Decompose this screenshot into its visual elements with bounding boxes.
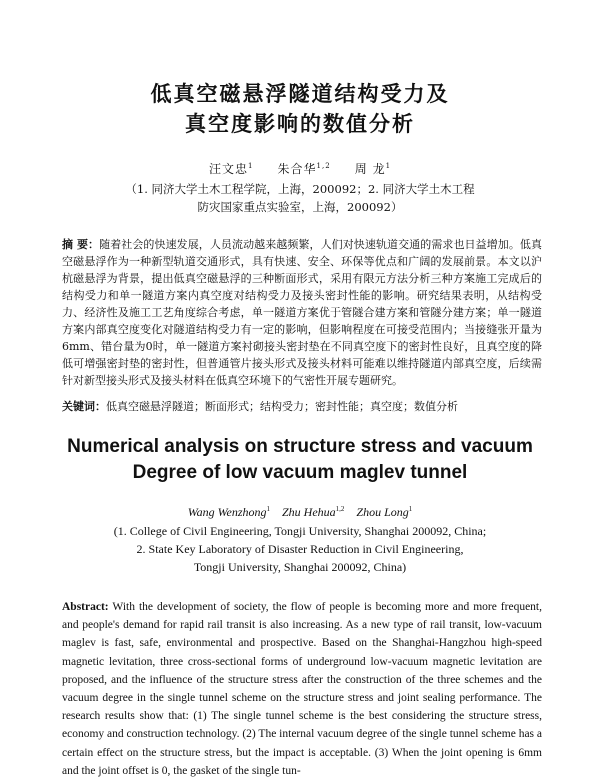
chinese-abstract	[62, 236, 542, 389]
author-name: Zhu Hehua	[282, 505, 336, 519]
chinese-affiliation-line-1: （1. 同济大学土木工程学院，上海，200092；2. 同济大学土木工程	[125, 182, 475, 196]
author-affil-mark: 1	[247, 162, 254, 170]
english-affiliation-line-2: 2. State Key Laboratory of Disaster Reduction in Civil Engineering,	[136, 542, 464, 556]
chinese-keywords	[62, 398, 542, 415]
author-name: 周 龙	[354, 162, 386, 176]
english-abstract-text: With the development of society, the flow of people is becoming more and more frequent, and people's demand for rapid rail transit is also increasing. As a new type of rail transit, low-vacuum maglev is fast, safe, environmental and prospective. Based on the Shanghai-Hangzhou high-speed magnetic levitation, three cross-sectional forms of underground low-vacuum magnetic levitation are proposed, and the influence of the structure stress after the construction of the three schemes and the vacuum degree in the single tunnel scheme on the structure stress and joint sealing performance. The research results show that: (1) The single tunnel scheme is the best considering the structure stress, economy and construction technology. (2) The internal vacuum degree of the single tunnel scheme has a certain effect on the structure stress, but the impact is acceptable. (3) When the joint opening is 6mm and the joint offset is 0, the gasket of the single tun-	[62, 601, 542, 777]
author-name: 汪文忠	[208, 162, 248, 176]
author-name: Wang Wenzhong	[187, 505, 267, 519]
english-affiliation-line-3: Tongji University, Shanghai 200092, China)	[193, 560, 407, 574]
chinese-title-line-2: 真空度影响的数值分析	[185, 112, 415, 136]
author-affil-mark: 1,2	[335, 505, 345, 513]
chinese-keywords-text: 低真空磁悬浮隧道；断面形式；结构受力；密封性能；真空度；数值分析	[106, 400, 458, 413]
chinese-abstract-label: 摘 要：	[62, 238, 100, 251]
english-abstract	[62, 598, 542, 780]
english-title-line-2: Degree of low vacuum maglev tunnel	[132, 462, 468, 483]
chinese-abstract-text: 随着社会的快速发展，人员流动越来越频繁，人们对快速轨道交通的需求也日益增加。低真空磁悬浮作为一种新型轨道交通形式，具有快速、安全、环保等优点和广阔的发展前景。本文以沪杭磁悬浮为背景，提出低真空磁悬浮的三种断面形式，采用有限元方法分析三种方案施工完成后的结构受力和单一隧道方案内真空度对结构受力及接头密封性能的影响。研究结果表明，从结构受力、经济性及施工工艺角度综合考虑，单一隧道方案优于管隧合建方案和管隧分建方案；单一隧道方案内部真空度变化对隧道结构受力有一定的影响，但影响程度在可接受范围内；当接缝张开量为6mm、错台量为0时，单一隧道方案衬砌接头密封垫在不同真空度下的密封性良好，且真空度的降低可增强密封垫的密封性，但普通管片接头形式及接头材料可能难以维持隧道内部真空度，后续需针对新型接头形式及接头材料在低真空环境下的气密性开展专题研究。	[62, 238, 542, 387]
chinese-affiliation-line-2: 防灾国家重点实验室，上海，200092）	[197, 200, 403, 214]
english-authors	[0, 505, 600, 520]
author-affil-mark: 1	[408, 505, 413, 513]
author-affil-mark: 1	[266, 505, 270, 513]
chinese-keywords-label: 关键词：	[62, 400, 106, 413]
author-affil-mark: 1	[385, 162, 392, 170]
author-affil-mark: 1,2	[316, 162, 331, 170]
english-abstract-label: Abstract:	[62, 601, 109, 613]
chinese-authors	[0, 160, 600, 177]
author-name: 朱合华	[277, 162, 317, 176]
chinese-title-line-1: 低真空磁悬浮隧道结构受力及	[150, 82, 450, 106]
english-title-line-1: Numerical analysis on structure stress and vacuum	[67, 436, 533, 457]
author-name: Zhou Long	[356, 505, 409, 519]
english-affiliation-line-1: (1. College of Civil Engineering, Tongji University, Shanghai 200092, China;	[113, 524, 487, 538]
